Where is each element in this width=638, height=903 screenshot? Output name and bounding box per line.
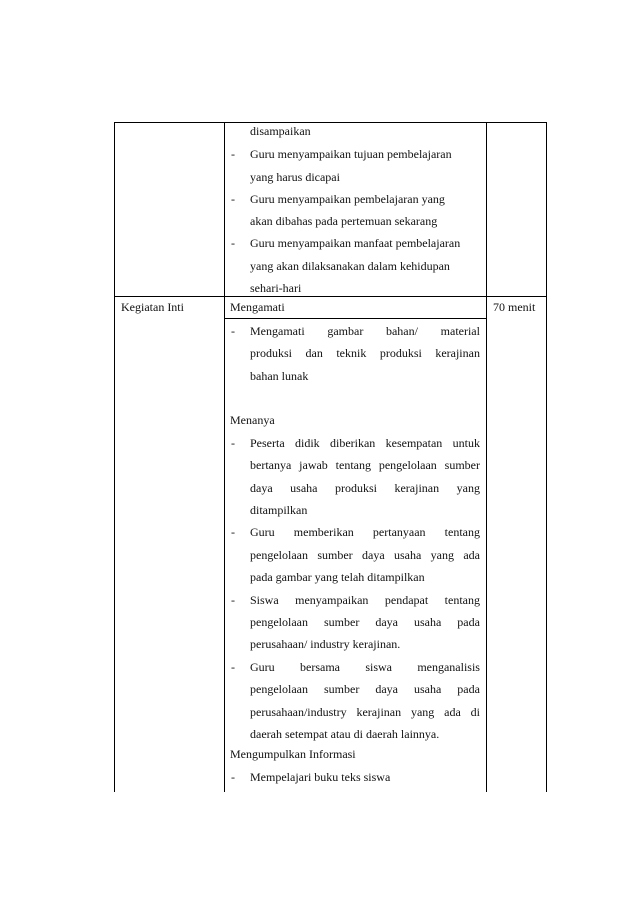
word: sumber xyxy=(323,682,360,696)
menanya-line xyxy=(250,458,480,472)
word: sumber xyxy=(323,615,360,629)
word: usaha xyxy=(394,548,422,562)
word: kerajinan xyxy=(435,346,480,360)
word: Guru xyxy=(250,660,275,674)
word: pengelolaan xyxy=(250,548,308,562)
word: bersama xyxy=(300,660,340,674)
word: tentang xyxy=(335,458,371,472)
word: bertanya xyxy=(250,458,292,472)
bullet-dash: - xyxy=(231,192,235,206)
word: di xyxy=(470,705,480,719)
word: pengelolaan xyxy=(250,615,308,629)
word: Peserta xyxy=(250,436,285,450)
word: Guru xyxy=(250,525,275,539)
word: sumber xyxy=(444,458,480,472)
table-left-border xyxy=(114,122,115,792)
bullet-dash: - xyxy=(231,770,235,784)
row1-line: yang akan dilaksanakan dalam kehidupan xyxy=(250,259,450,273)
menanya-line xyxy=(250,593,480,607)
bullet-dash: - xyxy=(231,324,235,338)
mengamati-line xyxy=(250,324,480,338)
row1-line: yang harus dicapai xyxy=(250,170,340,184)
word: usaha xyxy=(413,615,442,629)
word: tentang xyxy=(444,525,480,539)
word: yang xyxy=(410,705,435,719)
section-heading-menanya: Menanya xyxy=(230,413,275,427)
word: daya xyxy=(362,548,385,562)
bullet-dash: - xyxy=(231,147,235,161)
menanya-line: daerah setempat atau di daerah lainnya. xyxy=(250,727,440,741)
menanya-line xyxy=(250,682,480,696)
mengumpulkan-line: Mempelajari buku teks siswa xyxy=(250,770,391,784)
word: daya xyxy=(250,481,273,495)
word: pertanyaan xyxy=(372,525,426,539)
menanya-line xyxy=(250,615,480,629)
table-right-border xyxy=(546,122,547,792)
word: Siswa xyxy=(250,593,279,607)
row-divider xyxy=(114,296,547,297)
table-top-border xyxy=(114,122,547,123)
word: Mengamati xyxy=(250,324,305,338)
menanya-line: pada gambar yang telah ditampilkan xyxy=(250,570,425,584)
word: produksi xyxy=(379,346,422,360)
mengamati-line xyxy=(250,346,480,360)
menanya-line xyxy=(250,660,480,674)
bullet-dash: - xyxy=(231,525,235,539)
word: pengelolaan xyxy=(250,682,308,696)
row1-line: Guru menyampaikan pembelajaran yang xyxy=(250,192,445,206)
word: pada xyxy=(457,682,480,696)
word: siswa xyxy=(365,660,392,674)
word: didik xyxy=(294,436,320,450)
word: daya xyxy=(375,615,398,629)
row1-line: Guru menyampaikan manfaat pembelajaran xyxy=(250,236,461,250)
bullet-dash: - xyxy=(231,593,235,607)
word: produksi xyxy=(334,481,377,495)
menanya-line xyxy=(250,705,480,719)
word: pengelolaan xyxy=(378,458,437,472)
word: pada xyxy=(457,615,480,629)
word: ada xyxy=(463,548,480,562)
word: material xyxy=(440,324,480,338)
word: produksi xyxy=(250,346,292,360)
section-heading-mengumpulkan: Mengumpulkan Informasi xyxy=(230,747,356,761)
bullet-dash: - xyxy=(231,436,235,450)
word: gambar xyxy=(327,324,364,338)
word: sumber xyxy=(317,548,353,562)
word: ada xyxy=(444,705,461,719)
word: jawab xyxy=(299,458,328,472)
word: usaha xyxy=(413,682,442,696)
column-divider-2 xyxy=(486,122,487,792)
bullet-dash: - xyxy=(231,660,235,674)
row1-line: disampaikan xyxy=(250,124,311,138)
activity-label: Kegiatan Inti xyxy=(121,300,184,314)
menanya-line: perusahaan/ industry kerajinan. xyxy=(250,637,401,651)
word: bahan/ xyxy=(385,324,418,338)
column-divider-1 xyxy=(224,122,225,792)
bullet-dash: - xyxy=(231,236,235,250)
section-divider xyxy=(224,318,486,319)
word: yang xyxy=(430,548,454,562)
row1-line: Guru menyampaikan tujuan pembelajaran xyxy=(250,147,452,161)
word: dan xyxy=(305,346,323,360)
menanya-line: ditampilkan xyxy=(250,503,308,517)
word: perusahaan/industry xyxy=(250,705,347,719)
mengamati-line: bahan lunak xyxy=(250,369,309,383)
word: diberikan xyxy=(329,436,376,450)
section-heading-mengamati: Mengamati xyxy=(230,300,285,314)
menanya-line xyxy=(250,548,480,562)
word: untuk xyxy=(452,436,480,450)
word: menganalisis xyxy=(417,660,480,674)
word: kerajinan xyxy=(356,705,402,719)
word: usaha xyxy=(290,481,318,495)
menanya-line xyxy=(250,525,480,539)
word: tentang xyxy=(444,593,480,607)
duration-label: 70 menit xyxy=(493,300,536,314)
word: memberikan xyxy=(293,525,354,539)
word: yang xyxy=(456,481,480,495)
word: kesempatan xyxy=(385,436,443,450)
word: kerajinan xyxy=(394,481,440,495)
menanya-line xyxy=(250,436,480,450)
row1-line: akan dibahas pada pertemuan sekarang xyxy=(250,214,438,228)
word: daya xyxy=(375,682,398,696)
word: pendapat xyxy=(384,593,429,607)
row1-line: sehari-hari xyxy=(250,281,302,295)
word: menyampaikan xyxy=(295,593,369,607)
menanya-line xyxy=(250,481,480,495)
word: teknik xyxy=(336,346,367,360)
